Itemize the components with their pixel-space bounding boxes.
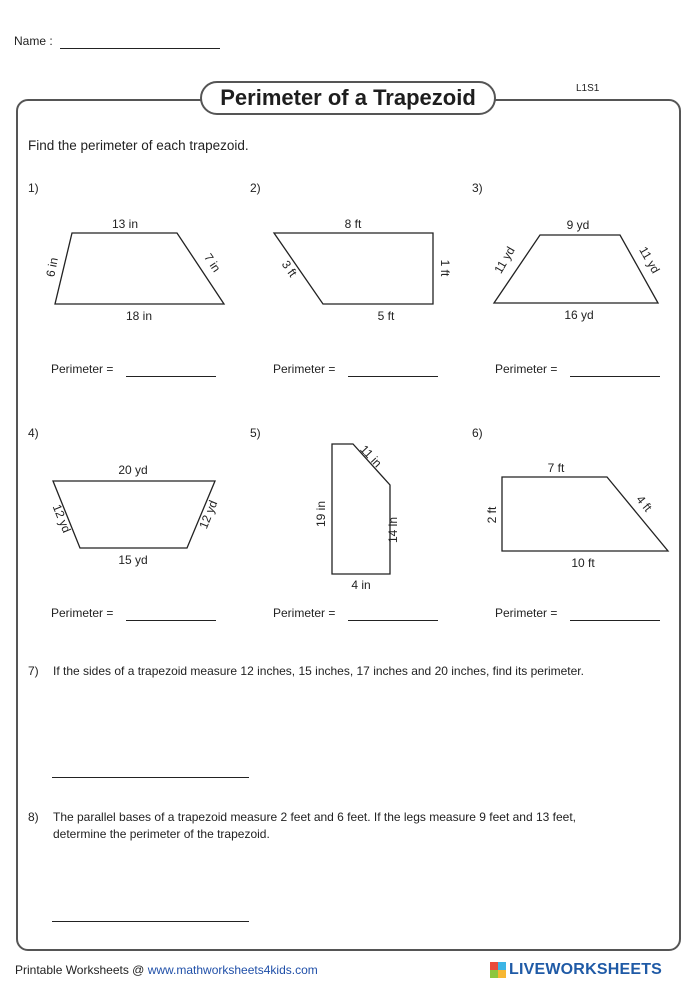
- p8-answer-line[interactable]: [52, 921, 249, 922]
- p2-answer-line[interactable]: [348, 376, 438, 377]
- footer-url-link[interactable]: www.mathworksheets4kids.com: [147, 963, 318, 977]
- problem-7-number: 7): [28, 664, 39, 678]
- liveworksheets-logo[interactable]: [490, 961, 662, 979]
- problem-8-number: 8): [28, 810, 39, 824]
- p1-left-label: 6 in: [43, 256, 61, 279]
- p4-perimeter-label: Perimeter =: [51, 606, 114, 620]
- problem-1-number: 1): [28, 181, 39, 195]
- p1-perimeter-label: Perimeter =: [51, 362, 114, 376]
- p2-bottom-label: 5 ft: [377, 309, 395, 323]
- trapezoid-6-shape: [502, 477, 668, 551]
- name-label: Name :: [14, 34, 53, 48]
- p3-perimeter-label: Perimeter =: [495, 362, 558, 376]
- problem-6-number: 6): [472, 426, 483, 440]
- problem-5-number: 5): [250, 426, 261, 440]
- p4-top-label: 20 yd: [118, 463, 148, 477]
- p5-perimeter-label: Perimeter =: [273, 606, 336, 620]
- liveworksheets-logo-icon: [490, 962, 506, 978]
- p1-top-label: 13 in: [111, 217, 139, 231]
- p2-top-label: 8 ft: [344, 217, 362, 231]
- problem-2-number: 2): [250, 181, 261, 195]
- p5-bottom-label: 4 in: [351, 578, 371, 592]
- p6-slant-label: 4 ft: [633, 492, 655, 515]
- problem-3-number: 3): [472, 181, 483, 195]
- trapezoid-1-shape: [55, 233, 224, 304]
- footer-prefix: Printable Worksheets @: [15, 963, 148, 977]
- p4-left-label: 12 yd: [49, 502, 74, 535]
- p1-right-label: 7 in: [201, 250, 224, 275]
- problem-8-text-line1: The parallel bases of a trapezoid measure 2 feet and 6 feet. If the legs measure 9 feet and 13 feet,: [53, 810, 576, 824]
- p1-bottom-label: 18 in: [125, 309, 153, 323]
- p6-answer-line[interactable]: [570, 620, 660, 621]
- p3-left-label: 11 yd: [491, 244, 518, 276]
- p2-right-label: 1 ft: [438, 259, 452, 277]
- trapezoid-3-shape: [494, 235, 658, 303]
- p7-answer-line[interactable]: [52, 777, 249, 778]
- p3-bottom-label: 16 yd: [564, 308, 594, 322]
- p4-answer-line[interactable]: [126, 620, 216, 621]
- p3-right-label: 11 yd: [636, 244, 663, 276]
- p6-top-label: 7 ft: [547, 461, 565, 475]
- problem-8-text-line2: determine the perimeter of the trapezoid.: [53, 827, 270, 841]
- liveworksheets-logo-text: LIVEWORKSHEETS: [509, 961, 663, 978]
- p6-perimeter-label: Perimeter =: [495, 606, 558, 620]
- p4-right-label: 12 yd: [196, 498, 221, 531]
- p6-left-label: 2 ft: [485, 506, 499, 524]
- p6-bottom-label: 10 ft: [571, 556, 595, 570]
- p5-slant-label: 11 in: [357, 442, 385, 471]
- page-title: Perimeter of a Trapezoid: [220, 85, 476, 110]
- footer-credit: [15, 963, 318, 977]
- problem-7-text: If the sides of a trapezoid measure 12 inches, 15 inches, 17 inches and 20 inches, find its perimeter.: [53, 664, 584, 678]
- p2-perimeter-label: Perimeter =: [273, 362, 336, 376]
- trapezoid-4-shape: [53, 481, 215, 548]
- p3-top-label: 9 yd: [566, 218, 590, 232]
- p5-left-label: 19 in: [314, 500, 328, 528]
- p5-right-label: 14 in: [386, 516, 400, 544]
- p3-answer-line[interactable]: [570, 376, 660, 377]
- p1-answer-line[interactable]: [126, 376, 216, 377]
- p4-bottom-label: 15 yd: [118, 553, 148, 567]
- p5-answer-line[interactable]: [348, 620, 438, 621]
- p2-left-label: 3 ft: [278, 257, 300, 280]
- worksheet-code: L1S1: [576, 83, 600, 94]
- instruction-text: Find the perimeter of each trapezoid.: [28, 138, 249, 153]
- problem-4-number: 4): [28, 426, 39, 440]
